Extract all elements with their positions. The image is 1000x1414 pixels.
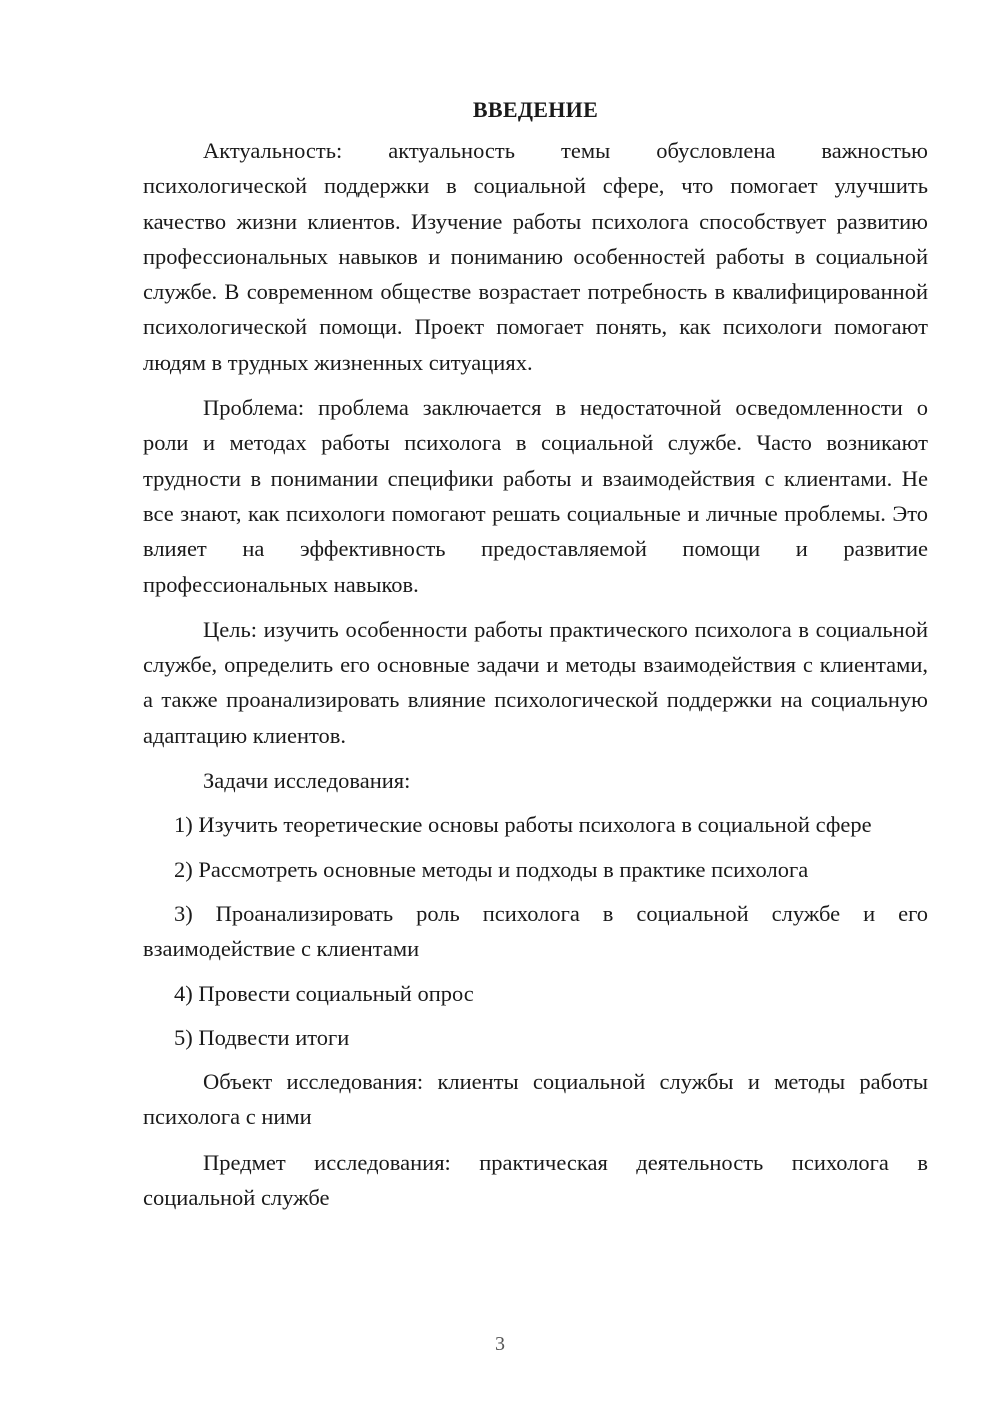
problem-paragraph: Проблема: проблема заключается в недостаточной осведомленности о роли и методах работы психолога в социальной службе. Часто возникают трудности в понимании специфики работы и взаимодействия с клиентами. Не все знают, как психологи помогают решать социальные и личные проблемы. Это влияет на эффективность предоставляемой помощи и развитие профессиональных навыков. (143, 395, 928, 597)
subject-paragraph: Предмет исследования: практическая деятельность психолога в социальной службе (143, 1149, 928, 1211)
list-item: 2) Рассмотреть основные методы и подходы в практике психолога (174, 856, 809, 882)
object-paragraph: Объект исследования: клиенты социальной службы и методы работы психолога с ними (143, 1069, 928, 1130)
page-number: 3 (495, 1333, 505, 1355)
list-item: 4) Провести социальный опрос (174, 980, 474, 1006)
page-title: ВВЕДЕНИЕ (472, 97, 599, 122)
list-item: 5) Подвести итоги (174, 1024, 350, 1050)
list-item: 1) Изучить теоретические основы работы психолога в социальной сфере (174, 812, 872, 838)
relevance-paragraph: Актуальность: актуальность темы обусловлена важностью психологической поддержки в социальной сфере, что помогает улучшить качество жизни клиентов. Изучение работы психолога способствует развитию профессиональных навыков и пониманию особенностей работы в социальной службе. В современном обществе возрастает потребность в квалифицированной психологической помощи. Проект помогает понять, как психологи помогают людям в трудных жизненных ситуациях. (143, 138, 928, 375)
goal-paragraph: Цель: изучить особенности работы практического психолога в социальной службе, определить его основные задачи и методы взаимодействия с клиентами, а также проанализировать влияние психологической поддержки на социальную адаптацию клиентов. (143, 616, 928, 748)
tasks-heading: Задачи исследования: (203, 768, 411, 794)
list-item: 3) Проанализировать роль психолога в социальной службе и его взаимодействие с клиентами (143, 900, 928, 962)
tasks-list (143, 807, 928, 1055)
document-page (143, 92, 928, 1215)
